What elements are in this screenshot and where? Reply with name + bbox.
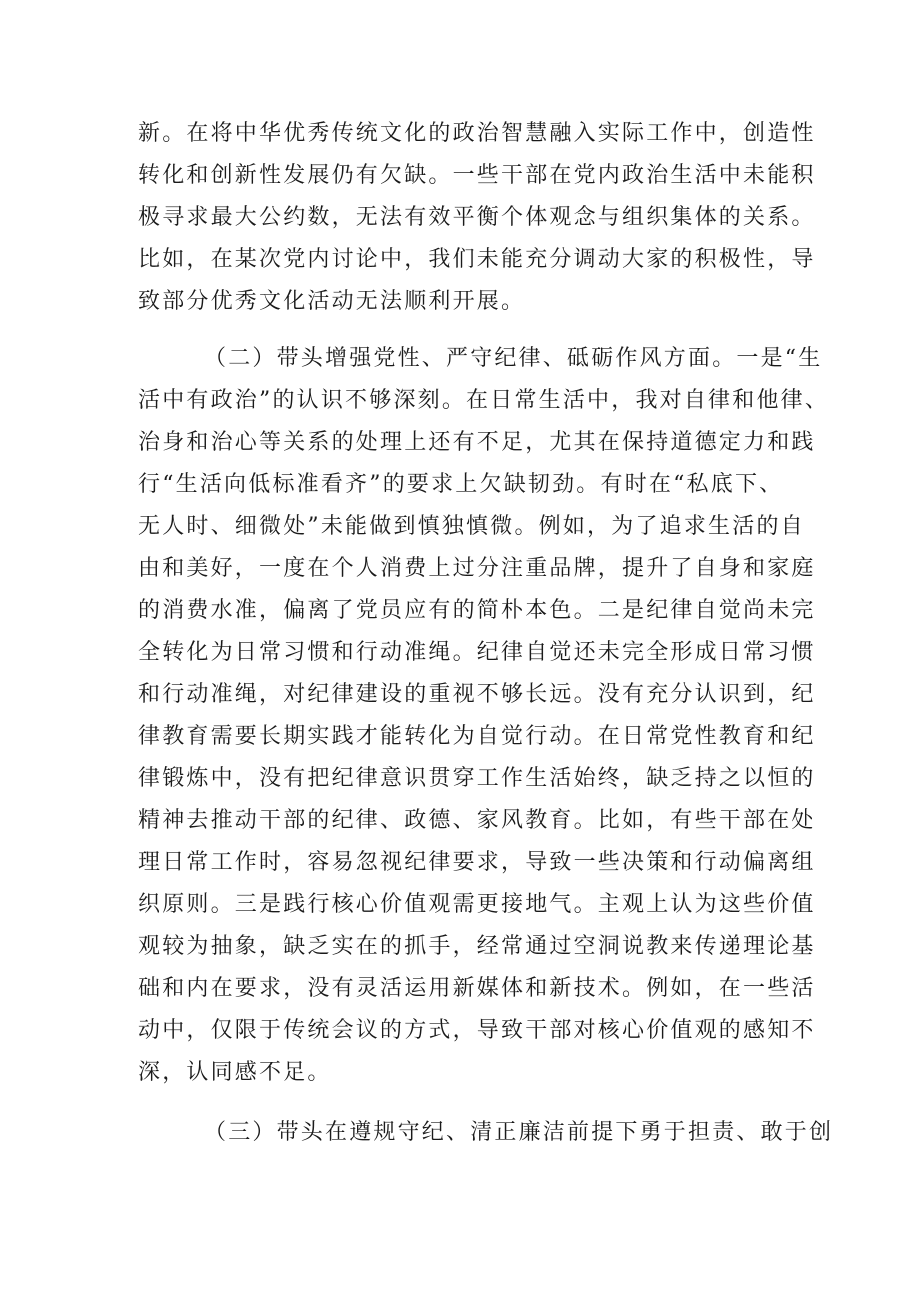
paragraph-2-line: 律锻炼中，没有把纪律意识贯穿工作生活始终，缺乏持之以恒的 [138, 766, 816, 791]
paragraph-2-line: 全转化为日常习惯和行动准绳。纪律自觉还未完全形成日常习惯 [138, 640, 816, 665]
paragraph-2-line: 深，认同感不足。 [138, 1060, 332, 1085]
paragraph-2-line: 无人时、细微处”未能做到慎独慎微。例如，为了追求生活的自 [138, 514, 805, 539]
paragraph-2-line: 的消费水准，偏离了党员应有的简朴本色。二是纪律自觉尚未完 [138, 598, 816, 623]
paragraph-1-line: 极寻求最大公约数，无法有效平衡个体观念与组织集体的关系。 [138, 205, 816, 230]
paragraph-2-line: 础和内在要求，没有灵活运用新媒体和新技术。例如，在一些活 [138, 976, 816, 1001]
paragraph-2-line: 治身和治心等关系的处理上还有不足，尤其在保持道德定力和践 [138, 430, 816, 455]
paragraph-1-line: 转化和创新性发展仍有欠缺。一些干部在党内政治生活中未能积 [138, 163, 816, 188]
paragraph-3 [138, 1112, 834, 1154]
paragraph-1-line: 新。在将中华优秀传统文化的政治智慧融入实际工作中，创造性 [138, 121, 816, 146]
paragraph-1-line: 致部分优秀文化活动无法顺利开展。 [138, 289, 526, 314]
paragraph-2-line: 由和美好，一度在个人消费上过分注重品牌，提升了自身和家庭 [138, 556, 816, 581]
paragraph-3-line: （三）带头在遵规守纪、清正廉洁前提下勇于担责、敢于创 [204, 1120, 834, 1145]
paragraph-2 [138, 338, 830, 1094]
paragraph-1-line: 比如，在某次党内讨论中，我们未能充分调动大家的积极性，导 [138, 247, 816, 272]
paragraph-2-line: 和行动准绳，对纪律建设的重视不够长远。没有充分认识到，纪 [138, 682, 816, 707]
paragraph-2-line: 活中有政治”的认识不够深刻。在日常生活中，我对自律和他律、 [138, 388, 830, 413]
paragraph-2-line: 理日常工作时，容易忽视纪律要求，导致一些决策和行动偏离组 [138, 850, 816, 875]
paragraph-2-line: 动中，仅限于传统会议的方式，导致干部对核心价值观的感知不 [138, 1018, 816, 1043]
paragraph-1 [138, 113, 816, 323]
paragraph-2-line: 观较为抽象，缺乏实在的抓手，经常通过空洞说教来传递理论基 [138, 934, 816, 959]
paragraph-2-line: 织原则。三是践行核心价值观需更接地气。主观上认为这些价值 [138, 892, 816, 917]
paragraph-2-line: 精神去推动干部的纪律、政德、家风教育。比如，有些干部在处 [138, 808, 816, 833]
paragraph-2-line: （二）带头增强党性、严守纪律、砥砺作风方面。一是“生 [204, 346, 823, 371]
paragraph-2-line: 律教育需要长期实践才能转化为自觉行动。在日常党性教育和纪 [138, 724, 816, 749]
paragraph-2-line: 行“生活向低标准看齐”的要求上欠缺韧劲。有时在“私底下、 [138, 472, 784, 497]
